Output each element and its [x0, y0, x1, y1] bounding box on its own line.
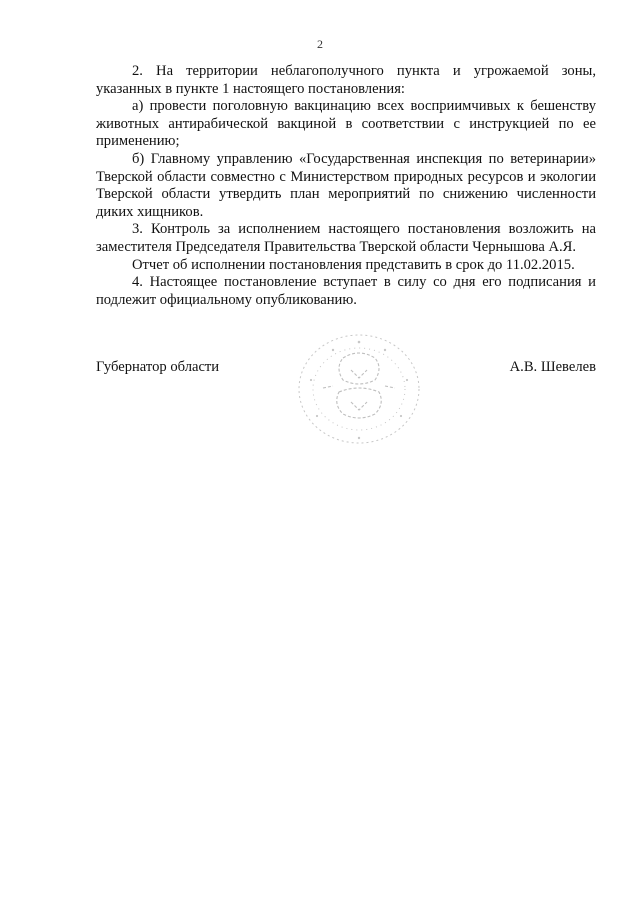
- paragraph-report-deadline: Отчет об исполнении постановления представить в срок до 11.02.2015.: [132, 256, 575, 273]
- signatory-title: Губернатор области: [96, 359, 220, 375]
- paragraph-subitem-b: б) Главному управлению «Государственная инспекция по ветеринарии» Тверской области совместно с Министерством природных ресурсов и экологии Тверской области утвердить план мероприятий по снижению численности диких хищников.: [96, 150, 596, 220]
- signatory-name: А.В. Шевелев: [509, 359, 596, 375]
- paragraph-item-3: 3. Контроль за исполнением настоящего постановления возложить на заместителя Председателя Правительства Тверской области Чернышова А.Я.: [96, 221, 596, 255]
- paragraph-subitem-a: а) провести поголовную вакцинацию всех восприимчивых к бешенству животных антирабической вакциной в соответствии с инструкцией по ее применению;: [96, 98, 596, 150]
- page-number: 2: [317, 37, 323, 51]
- document-body: [96, 63, 596, 309]
- official-seal-icon: [293, 330, 425, 448]
- paragraph-item-4: 4. Настоящее постановление вступает в силу со дня его подписания и подлежит официальному опубликованию.: [96, 274, 596, 308]
- paragraph-item-2: 2. На территории неблагополучного пункта и угрожаемой зоны, указанных в пункте 1 настоящего постановления:: [96, 63, 596, 97]
